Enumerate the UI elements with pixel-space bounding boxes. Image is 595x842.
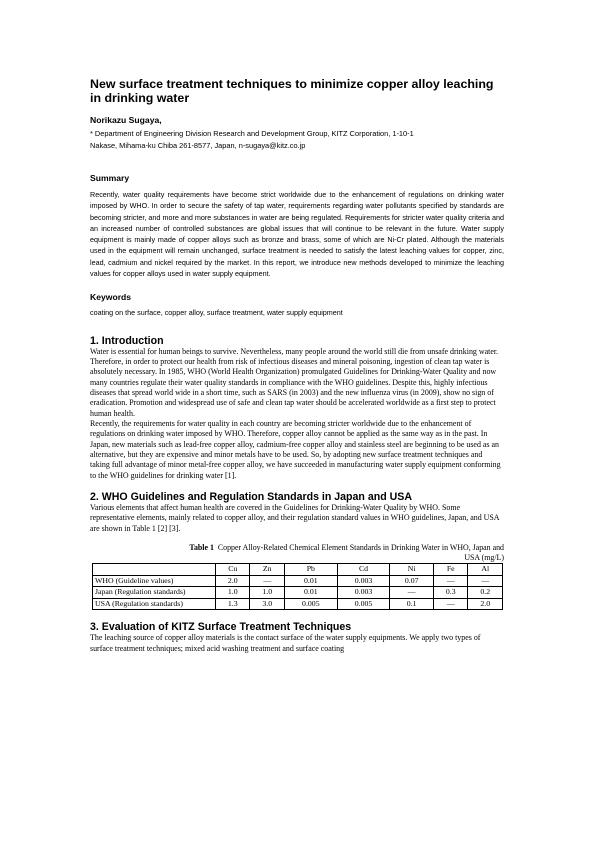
table-header-cell: Cu xyxy=(216,564,250,576)
summary-text: Recently, water quality requirements have become strict worldwide due to the enhancement of regulations on drinking water imposed by WHO. In order to secure the safety of tap water, requirements regarding water pollutants specified by standards are becoming stricter, and more and more substances in water are being regulated. Requirements for stricter water quality criteria and an increased number of controlled substances are global issues that will continue to be relevant in the future. Water supply equipment is mainly made of copper alloys such as bronze and brass, some of which are Ni-Cr plated. Although the materials used in the equipment will remain unchanged, surface treatment is needed to satisfy the latest leaching values for copper, zinc, lead, cadmium and nickel required by the market. In this report, we introduce new methods developed to minimize the leaching values for copper alloys used in water supply equipment. xyxy=(90,190,504,279)
table-cell: Japan (Regulation standards) xyxy=(93,587,216,599)
table-cell: 0.3 xyxy=(433,587,467,599)
table-1 xyxy=(92,563,503,610)
section-1-paragraph-2: Recently, the requirements for water quality in each country are becoming stricter worldwide due to the enhancement of regulations on drinking water imposed by WHO. Therefore, copper alloy cannot be applied as the same way as in the past. In Japan, new materials such as lead-free copper alloy, cadmium-free copper alloy and stainless steel are beginning to be used as an alternative, but they are expensive and minor metals have to be used. So, by adopting new surface treatment techniques and taking full advantage of minor metal-free copper alloy, we have succeeded in manufacturing water supply equipment conforming to the WHO guidelines for drinking water [1]. xyxy=(90,419,501,480)
affiliation-line-2: Nakase, Mihama-ku Chiba 261-8577, Japan, n-sugaya@kitz.co.jp xyxy=(90,141,306,150)
table-header-cell: Pb xyxy=(284,564,337,576)
section-2-paragraph-1: Various elements that affect human health are covered in the Guidelines for Drinking-Water Quality by WHO. Some representative elements, mainly related to copper alloy, and their regulation standard values in WHO guidelines, Japan, and USA are shown in Table 1 [2] [3]. xyxy=(90,503,500,533)
table-header-cell: Al xyxy=(468,564,503,576)
table-header-cell: Cd xyxy=(337,564,390,576)
table-cell: 1.3 xyxy=(216,598,250,610)
paper-page xyxy=(90,78,504,654)
keywords-text: coating on the surface, copper alloy, surface treatment, water supply equipment xyxy=(90,308,343,318)
table-cell: 2.0 xyxy=(216,575,250,587)
keywords-heading: Keywords xyxy=(90,292,132,303)
paper-title: New surface treatment techniques to minimize copper alloy leaching in drinking water xyxy=(90,77,494,105)
table-cell: 3.0 xyxy=(250,598,284,610)
table-row xyxy=(93,587,503,599)
affiliation xyxy=(90,128,504,152)
summary-heading: Summary xyxy=(90,173,130,183)
table-1-caption xyxy=(90,543,504,563)
table-1-label: Table 1 xyxy=(189,543,214,553)
table-cell: — xyxy=(468,575,503,587)
section-3-paragraph-1: The leaching source of copper alloy materials is the contact surface of the water supply equipments. We apply two types of surface treatment techniques; mixed acid washing treatment and surface coating xyxy=(90,633,481,653)
table-row xyxy=(93,598,503,610)
table-cell: 0.003 xyxy=(337,587,390,599)
table-cell: 0.07 xyxy=(390,575,434,587)
section-2-heading: 2. WHO Guidelines and Regulation Standards in Japan and USA xyxy=(90,491,412,504)
table-cell: 0.2 xyxy=(468,587,503,599)
table-header-cell: Ni xyxy=(390,564,434,576)
table-cell: — xyxy=(250,575,284,587)
table-1-caption-text: Copper Alloy-Related Chemical Element Standards in Drinking Water in WHO, Japan and xyxy=(217,543,504,553)
section-3-heading: 3. Evaluation of KITZ Surface Treatment Techniques xyxy=(90,621,352,634)
section-1-heading: 1. Introduction xyxy=(90,334,164,347)
table-cell: 1.0 xyxy=(216,587,250,599)
section-1-paragraph-1: Water is essential for human beings to survive. Nevertheless, many people around the world still die from unsafe drinking water. Therefore, in order to protect our health from risk of infectious diseases and mineral poisoning, ingestion of clean tap water is absolutely necessary. In 1985, WHO (World Health Organization) promulgated Guidelines for Drinking-Water Quality and now many countries regulate their water quality standards in compliance with the WHO guidelines. Despite this, highly infectious diseases that spread world wide in a short time, such as SARS (in 2003) and the new influenza virus (in 2009), show no sign of eradication. Promotion and widespread use of safe and clean tap water should be accelerated worldwide as a first step to protect human health. xyxy=(90,346,499,418)
table-cell: — xyxy=(433,598,467,610)
table-cell: 0.005 xyxy=(284,598,337,610)
table-cell: — xyxy=(433,575,467,587)
table-cell: 0.01 xyxy=(284,587,337,599)
table-header-row xyxy=(93,564,503,576)
table-header-cell xyxy=(93,564,216,576)
table-cell: 0.01 xyxy=(284,575,337,587)
affiliation-line-1: * Department of Engineering Division Research and Development Group, KITZ Corporation, 1-10-1 xyxy=(90,129,414,138)
table-row xyxy=(93,575,503,587)
table-1-unit: USA (mg/L) xyxy=(464,553,504,563)
table-cell: USA (Regulation standards) xyxy=(93,598,216,610)
table-cell: WHO (Guideline values) xyxy=(93,575,216,587)
table-cell: 2.0 xyxy=(468,598,503,610)
table-header-cell: Zn xyxy=(250,564,284,576)
table-cell: 0.003 xyxy=(337,575,390,587)
author-name: Norikazu Sugaya, xyxy=(90,115,162,125)
table-cell: — xyxy=(390,587,434,599)
table-cell: 0.005 xyxy=(337,598,390,610)
table-cell: 1.0 xyxy=(250,587,284,599)
table-header-cell: Fe xyxy=(433,564,467,576)
table-cell: 0.1 xyxy=(390,598,434,610)
